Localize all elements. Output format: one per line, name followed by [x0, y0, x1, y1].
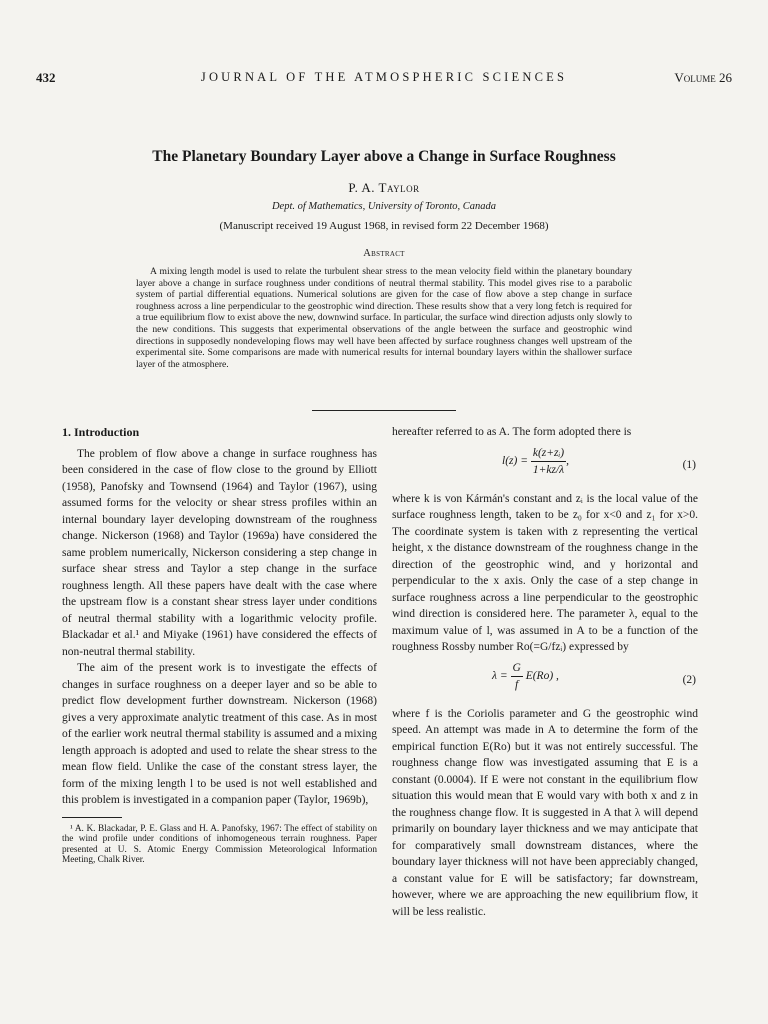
section-heading: 1. Introduction [62, 425, 140, 439]
right-column [392, 424, 698, 920]
running-head [36, 70, 732, 88]
left-column [62, 424, 377, 866]
manuscript-received: (Manuscript received 19 August 1968, in revised form 22 December 1968) [219, 220, 549, 232]
equation-lhs: l(z) = [502, 455, 528, 468]
author-affiliation: Dept. of Mathematics, University of Toronto, Canada [271, 201, 497, 212]
volume-label: Volume 26 [674, 70, 732, 85]
equation-rhs: E(Ro) , [525, 670, 559, 683]
equation-number: (1) [682, 458, 696, 471]
abstract-text: A mixing length model is used to relate the turbulent shear stress to the mean velocity field within the planetary boundary layer above a change in surface roughness under conditions of neutral thermal stability. This model gives rise to a parabolic system of partial differential equations. Numerical solutions are given for the case of flow above a step change in surface roughness across a line perpendicular to the geostrophic wind direction. These results show that a very long fetch is required for a true equilibrium flow to exist above the new, downwind surface. In particular, the surface wind direction adjusts only slowly to the new conditions. This suggests that experimental observations of the angle between the surface and geostrophic wind directions in supposedly nondeveloping flows may well have been affected by surface roughness changes well upstream of the experimental site. Some comparisons are made with numerical results for internal boundary layers within the shallower surface layer of the atmosphere. [136, 266, 632, 370]
paragraph: The problem of flow above a change in surface roughness has been considered in the case of flow close to the ground by Elliott (1958), Panofsky and Townsend (1964) and Taylor (1967), using assumed forms for the velocity or shear stress profiles within an internal boundary layer developing downstream of the roughness change. Nickerson (1968) and Taylor (1969a) have considered the same problem numerically, Nickerson considering a step change in surface shear stress and Taylor a step change in the surface roughness length. All these papers have dealt with the case where the upstream flow is a constant shear stress layer under conditions of neutral thermal stability with a logarithmic velocity profile. Blackadar et al.¹ and Miyake (1961) have considered the effects of non-neutral thermal stability. [62, 447, 377, 658]
footnote: ¹ A. K. Blackadar, P. E. Glass and H. A. Panofsky, 1967: The effect of stability on the wind profile under conditions of inhomogeneous terrain roughness. Paper presented at U. S. Atomic Energy Commission Meteorological Information Meeting, Chalk River. [62, 823, 377, 866]
equation-fraction [531, 445, 566, 479]
equation-1 [392, 445, 698, 485]
equation-numerator: k(z+zᵢ) [531, 445, 566, 463]
abstract [136, 266, 632, 370]
equation-trail: , [566, 455, 570, 468]
equation-denominator: 1+kz/λ [532, 464, 565, 476]
journal-name: JOURNAL OF THE ATMOSPHERIC SCIENCES [200, 70, 568, 84]
paragraph: hereafter referred to as A. The form adopted there is [392, 426, 632, 438]
paragraph: The aim of the present work is to investigate the effects of changes in surface roughness on a deeper layer and so be able to predict flow development further downstream. Nickerson (1968) gives a very approximate analytic treatment of this case. As in most of the earlier work neutral thermal stability is assumed and a mixing length approach is adopted and used to relate the shear stress to the mean flow field. Unlike the case of the constant stress layer, the form of the mixing length l to be used is not well established and this problem is investigated in a companion paper (Taylor, 1969b), [62, 662, 377, 806]
paragraph: where f is the Coriolis parameter and G the geostrophic wind speed. An attempt was made in A to determine the form of the empirical function E(Ro) but it was not entirely successful. The roughness change flow was investigated assuming that E is a constant (0.0004). If E were not constant in the equilibrium flow situation this would mean that E would vary with both x and z in the roughness change flow. It is suggested in A that λ will depend primarily on boundary layer thickness and we may anticipate that for comparatively small downstream distances, where the boundary layer thickness will not have been appreciably changed, a constant value for E will be satisfactory; far downstream, however, where we are approaching the new equilibrium flow, it will be less realistic. [392, 707, 698, 918]
separator-rule [312, 410, 456, 411]
equation-lhs: λ = [492, 670, 508, 683]
equation-denominator: f [515, 679, 519, 691]
abstract-heading: Abstract [363, 248, 405, 259]
author-name: P. A. Taylor [348, 180, 420, 195]
equation-number: (2) [682, 673, 696, 686]
equation-fraction [511, 660, 523, 694]
equation-2 [392, 660, 698, 700]
article-title: The Planetary Boundary Layer above a Change in Surface Roughness [152, 148, 616, 165]
footnote-rule [62, 817, 122, 818]
page-number: 432 [36, 70, 56, 85]
equation-numerator: G [511, 660, 523, 678]
paragraph: where k is von Kármán's constant and zᵢ is the local value of the surface roughness length, taken to be z₀ for x<0 and z₁ for x>0. The coordinate system is taken with z representing the vertical height, x the distance downstream of the roughness change in the direction of the geostrophic wind, and y horizontal and perpendicular to the x axis. Only the case of a step change in surface roughness across a line perpendicular to the geostrophic wind direction is considered here. The parameter λ, equal to the maximum value of l, was assumed in A to be a function of the roughness Rossby number Ro(=G/fzᵢ) expressed by [392, 492, 698, 653]
